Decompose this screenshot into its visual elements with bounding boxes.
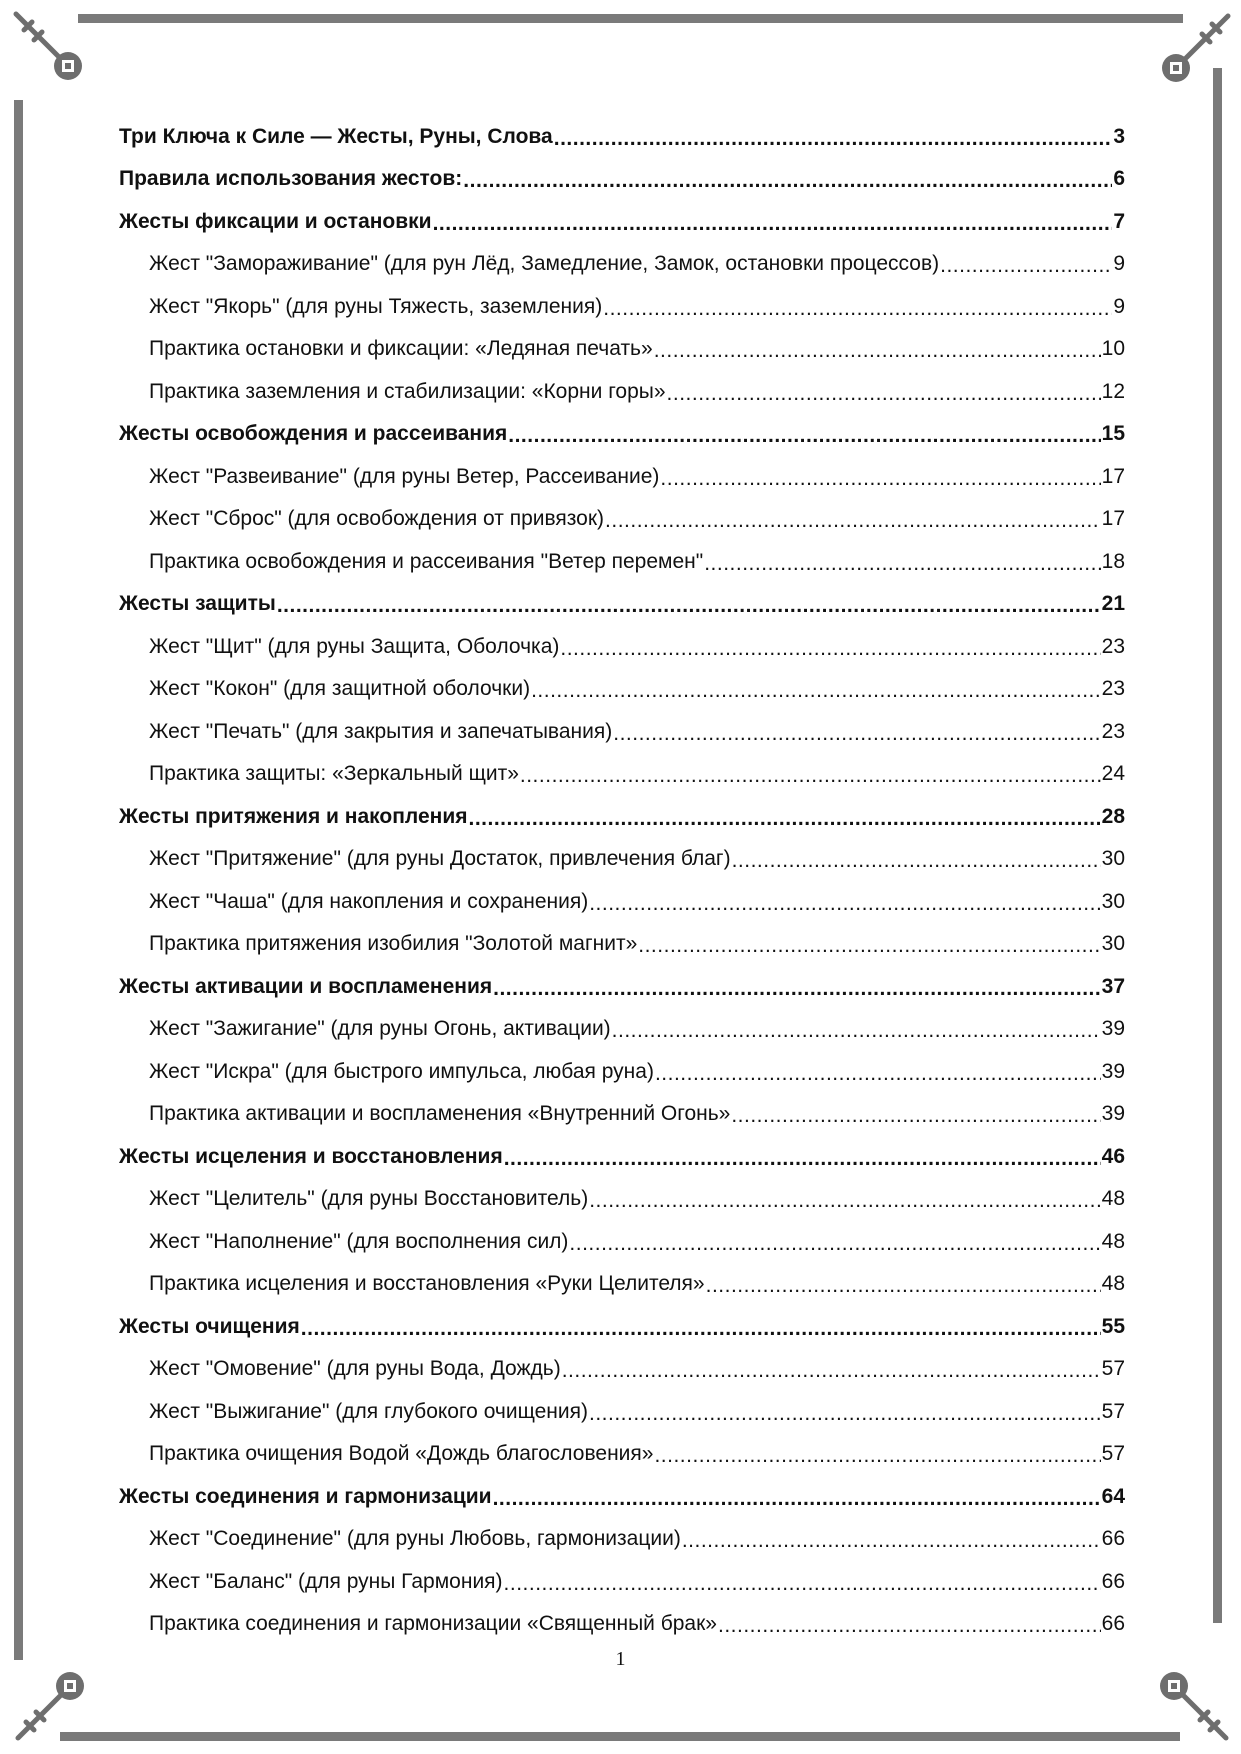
- toc-dot-leader: [277, 595, 1101, 616]
- toc-entry-page-number: 66: [1101, 1527, 1125, 1551]
- frame-border-left: [14, 100, 23, 1660]
- toc-entry-title: Жест "Притяжение" (для руны Достаток, привлечения благ): [149, 847, 731, 871]
- frame-border-top: [78, 14, 1183, 23]
- toc-entry-title: Жест "Омовение" (для руны Вода, Дождь): [149, 1357, 561, 1381]
- toc-section-entry[interactable]: [119, 880, 1125, 923]
- toc-entry-title: Жест "Соединение" (для руны Любовь, гармонизации): [149, 1527, 681, 1551]
- toc-section-entry[interactable]: [119, 1518, 1125, 1561]
- toc-dot-leader: [520, 765, 1101, 786]
- toc-section-entry[interactable]: [119, 370, 1125, 413]
- toc-section-entry[interactable]: [119, 1008, 1125, 1051]
- toc-entry-page-number: 46: [1101, 1144, 1125, 1168]
- toc-entry-page-number: 23: [1101, 634, 1125, 658]
- toc-entry-title: Жесты соединения и гармонизации: [119, 1484, 492, 1508]
- toc-entry-page-number: 28: [1101, 804, 1125, 828]
- toc-entry-page-number: 66: [1101, 1612, 1125, 1636]
- toc-dot-leader: [638, 935, 1100, 956]
- toc-section-entry[interactable]: [119, 668, 1125, 711]
- toc-entry-title: Практика освобождения и рассеивания "Ветер перемен": [149, 549, 704, 573]
- frame-border-right: [1213, 68, 1222, 1623]
- toc-entry-title: Жест "Печать" (для закрытия и запечатывания): [149, 719, 613, 743]
- toc-dot-leader: [654, 340, 1101, 361]
- toc-entry-page-number: 39: [1101, 1102, 1125, 1126]
- toc-chapter-entry[interactable]: [119, 115, 1125, 158]
- toc-entry-page-number: 48: [1101, 1229, 1125, 1253]
- toc-entry-page-number: 57: [1101, 1357, 1125, 1381]
- toc-entry-page-number: 37: [1101, 974, 1125, 998]
- toc-entry-title: Жесты активации и воспламенения: [119, 974, 493, 998]
- toc-entry-title: Три Ключа к Силе — Жесты, Руны, Слова: [119, 124, 553, 148]
- toc-section-entry[interactable]: [119, 498, 1125, 541]
- toc-entry-title: Жест "Щит" (для руны Защита, Оболочка): [149, 634, 560, 658]
- toc-entry-page-number: 39: [1101, 1059, 1125, 1083]
- toc-dot-leader: [589, 1190, 1100, 1211]
- toc-entry-page-number: 18: [1101, 549, 1125, 573]
- toc-entry-page-number: 9: [1113, 294, 1125, 318]
- toc-entry-page-number: 64: [1101, 1484, 1125, 1508]
- toc-entry-title: Практика заземления и стабилизации: «Корни горы»: [149, 379, 666, 403]
- toc-dot-leader: [732, 850, 1101, 871]
- toc-section-entry[interactable]: [119, 838, 1125, 881]
- toc-dot-leader: [612, 1020, 1101, 1041]
- toc-section-entry[interactable]: [119, 243, 1125, 286]
- toc-dot-leader: [603, 298, 1112, 319]
- toc-entry-title: Правила использования жестов:: [119, 167, 463, 191]
- toc-dot-leader: [613, 723, 1100, 744]
- toc-dot-leader: [504, 1573, 1101, 1594]
- toc-entry-page-number: 48: [1101, 1272, 1125, 1296]
- toc-chapter-entry[interactable]: [119, 158, 1125, 201]
- toc-section-entry[interactable]: [119, 1560, 1125, 1603]
- toc-dot-leader: [508, 425, 1100, 446]
- toc-chapter-entry[interactable]: [119, 1305, 1125, 1348]
- toc-dot-leader: [654, 1445, 1100, 1466]
- toc-dot-leader: [463, 170, 1112, 191]
- toc-entry-page-number: 30: [1101, 889, 1125, 913]
- toc-entry-title: Практика остановки и фиксации: «Ледяная печать»: [149, 337, 653, 361]
- toc-entry-title: Жест "Развеивание" (для руны Ветер, Рассеивание): [149, 464, 660, 488]
- toc-entry-page-number: 21: [1101, 592, 1125, 616]
- toc-entry-page-number: 23: [1101, 719, 1125, 743]
- toc-chapter-entry[interactable]: [119, 1475, 1125, 1518]
- toc-entry-page-number: 7: [1113, 209, 1125, 233]
- page-number: 1: [615, 1648, 626, 1670]
- toc-entry-title: Жест "Сброс" (для освобождения от привязок): [149, 507, 605, 531]
- toc-dot-leader: [731, 1105, 1100, 1126]
- toc-entry-page-number: 66: [1101, 1569, 1125, 1593]
- corner-key-ornament-icon: [1138, 6, 1238, 106]
- toc-entry-title: Жест "Баланс" (для руны Гармония): [149, 1569, 503, 1593]
- toc-entry-title: Жесты исцеления и восстановления: [119, 1144, 503, 1168]
- toc-dot-leader: [667, 383, 1101, 404]
- toc-dot-leader: [562, 1360, 1101, 1381]
- toc-entry-page-number: 57: [1101, 1442, 1125, 1466]
- toc-entry-title: Жесты фиксации и остановки: [119, 209, 432, 233]
- toc-entry-page-number: 12: [1101, 379, 1125, 403]
- toc-entry-page-number: 17: [1101, 507, 1125, 531]
- toc-entry-page-number: 39: [1101, 1017, 1125, 1041]
- toc-entry-page-number: 10: [1101, 337, 1125, 361]
- toc-entry-title: Практика защиты: «Зеркальный щит»: [149, 762, 519, 786]
- toc-dot-leader: [493, 978, 1101, 999]
- toc-section-entry[interactable]: [119, 753, 1125, 796]
- toc-entry-title: Жест "Зажигание" (для руны Огонь, активации): [149, 1017, 611, 1041]
- toc-entry-title: Практика очищения Водой «Дождь благословения»: [149, 1442, 654, 1466]
- toc-entry-page-number: 6: [1113, 167, 1125, 191]
- toc-dot-leader: [589, 893, 1100, 914]
- toc-entry-title: Жесты освобождения и рассеивания: [119, 422, 508, 446]
- toc-dot-leader: [531, 680, 1101, 701]
- toc-dot-leader: [560, 638, 1100, 659]
- toc-entry-page-number: 17: [1101, 464, 1125, 488]
- toc-dot-leader: [706, 1275, 1101, 1296]
- toc-entry-page-number: 15: [1101, 422, 1125, 446]
- toc-section-entry[interactable]: [119, 625, 1125, 668]
- toc-section-entry[interactable]: [119, 1603, 1125, 1646]
- toc-entry-page-number: 9: [1113, 252, 1125, 276]
- toc-dot-leader: [554, 128, 1113, 149]
- toc-entry-page-number: 30: [1101, 847, 1125, 871]
- toc-dot-leader: [493, 1488, 1101, 1509]
- toc-entry-title: Жесты притяжения и накопления: [119, 804, 468, 828]
- toc-dot-leader: [589, 1403, 1101, 1424]
- toc-section-entry[interactable]: [119, 1390, 1125, 1433]
- toc-dot-leader: [605, 510, 1101, 531]
- toc-dot-leader: [940, 255, 1112, 276]
- toc-entry-title: Жест "Кокон" (для защитной оболочки): [149, 677, 531, 701]
- toc-section-entry[interactable]: [119, 455, 1125, 498]
- toc-section-entry[interactable]: [119, 1348, 1125, 1391]
- toc-dot-leader: [660, 468, 1100, 489]
- toc-entry-title: Жесты очищения: [119, 1314, 300, 1338]
- toc-section-entry[interactable]: [119, 1178, 1125, 1221]
- toc-dot-leader: [718, 1615, 1101, 1636]
- toc-chapter-entry[interactable]: [119, 200, 1125, 243]
- toc-entry-page-number: 3: [1113, 124, 1125, 148]
- toc-entry-title: Жест "Искра" (для быстрого импульса, любая руна): [149, 1059, 654, 1083]
- toc-dot-leader: [301, 1318, 1101, 1339]
- toc-dot-leader: [469, 808, 1101, 829]
- toc-chapter-entry[interactable]: [119, 583, 1125, 626]
- toc-section-entry[interactable]: [119, 328, 1125, 371]
- toc-entry-title: Жест "Выжигание" (для глубокого очищения): [149, 1399, 588, 1423]
- toc-chapter-entry[interactable]: [119, 795, 1125, 838]
- toc-dot-leader: [655, 1063, 1101, 1084]
- toc-section-entry[interactable]: [119, 540, 1125, 583]
- toc-section-entry[interactable]: [119, 1093, 1125, 1136]
- toc-chapter-entry[interactable]: [119, 965, 1125, 1008]
- toc-dot-leader: [569, 1233, 1100, 1254]
- toc-entry-title: Жест "Якорь" (для руны Тяжесть, заземления): [149, 294, 603, 318]
- toc-dot-leader: [682, 1530, 1101, 1551]
- toc-entry-page-number: 30: [1101, 932, 1125, 956]
- toc-entry-title: Жест "Замораживание" (для рун Лёд, Замедление, Замок, остановки процессов): [149, 252, 940, 276]
- toc-section-entry[interactable]: [119, 923, 1125, 966]
- toc-entry-title: Практика активации и воспламенения «Внутренний Огонь»: [149, 1102, 731, 1126]
- toc-entry-title: Жест "Чаша" (для накопления и сохранения): [149, 889, 589, 913]
- toc-section-entry[interactable]: [119, 1050, 1125, 1093]
- toc-entry-page-number: 48: [1101, 1187, 1125, 1211]
- toc-entry-title: Жест "Целитель" (для руны Восстановитель): [149, 1187, 589, 1211]
- toc-chapter-entry[interactable]: [119, 1135, 1125, 1178]
- toc-entry-title: Практика исцеления и восстановления «Руки Целителя»: [149, 1272, 705, 1296]
- toc-entry-page-number: 55: [1101, 1314, 1125, 1338]
- toc-dot-leader: [504, 1148, 1101, 1169]
- toc-entry-page-number: 23: [1101, 677, 1125, 701]
- toc-section-entry[interactable]: [119, 1263, 1125, 1306]
- toc-section-entry[interactable]: [119, 1220, 1125, 1263]
- toc-section-entry[interactable]: [119, 710, 1125, 753]
- toc-entry-title: Жест "Наполнение" (для восполнения сил): [149, 1229, 569, 1253]
- toc-section-entry[interactable]: [119, 1433, 1125, 1476]
- toc-entry-page-number: 24: [1101, 762, 1125, 786]
- toc-section-entry[interactable]: [119, 285, 1125, 328]
- toc-dot-leader: [433, 213, 1113, 234]
- frame-border-bottom: [60, 1732, 1180, 1741]
- toc-entry-page-number: 57: [1101, 1399, 1125, 1423]
- table-of-contents: [119, 115, 1125, 1645]
- toc-entry-title: Практика притяжения изобилия "Золотой магнит»: [149, 932, 638, 956]
- toc-entry-title: Практика соединения и гармонизации «Священный брак»: [149, 1612, 717, 1636]
- toc-entry-title: Жесты защиты: [119, 592, 276, 616]
- toc-chapter-entry[interactable]: [119, 413, 1125, 456]
- toc-dot-leader: [704, 553, 1100, 574]
- corner-key-ornament-icon: [6, 4, 106, 104]
